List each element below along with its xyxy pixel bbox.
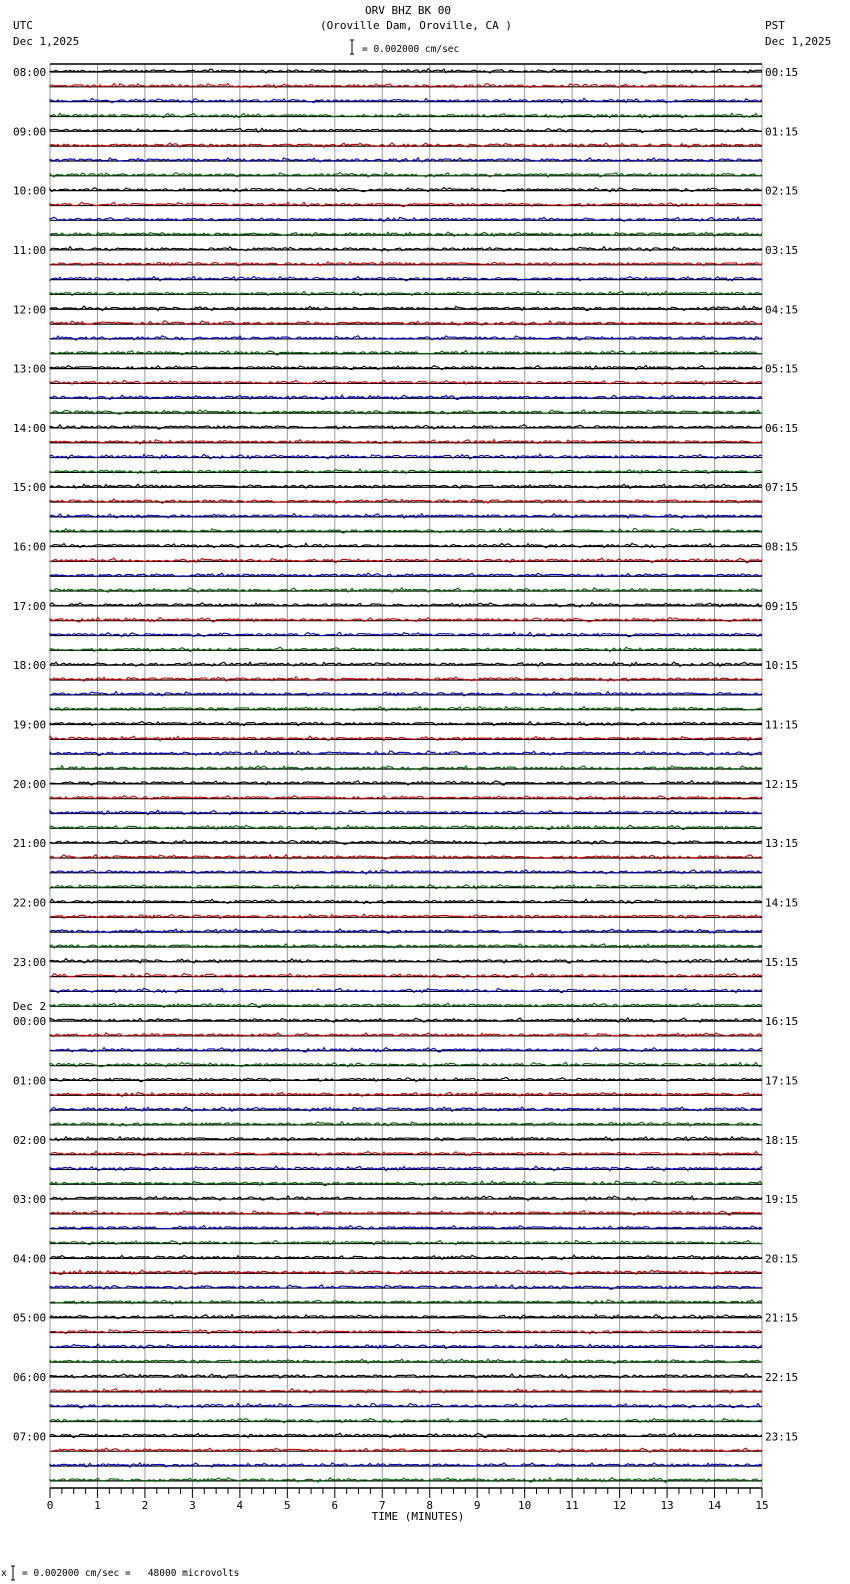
x-tick-label: 5 — [284, 1499, 291, 1512]
scale-bar-icon — [350, 40, 354, 54]
date-change-label: Dec 2 — [13, 1000, 47, 1014]
utc-hour-label: 16:00 — [13, 540, 47, 554]
x-axis-label: TIME (MINUTES) — [371, 1510, 465, 1523]
utc-hour-label: 04:00 — [13, 1252, 47, 1266]
utc-hour-label: 11:00 — [13, 243, 47, 257]
utc-hour-label: 13:00 — [13, 362, 47, 376]
utc-hour-label: 19:00 — [13, 718, 47, 732]
x-tick-label: 13 — [660, 1499, 674, 1512]
pst-hour-label: 17:15 — [765, 1074, 799, 1088]
pst-hour-label: 14:15 — [765, 896, 799, 910]
pst-hour-label: 02:15 — [765, 184, 799, 198]
utc-hour-label: 08:00 — [13, 66, 47, 79]
pst-hour-label: 01:15 — [765, 125, 799, 139]
pst-hour-label: 18:15 — [765, 1133, 799, 1147]
utc-hour-label: 17:00 — [13, 599, 47, 613]
traces — [50, 69, 762, 1482]
x-tick-label: 10 — [518, 1499, 532, 1512]
x-tick-label: 15 — [755, 1499, 769, 1512]
utc-hour-label: 00:00 — [13, 1015, 47, 1029]
pst-date: Dec 1,2025 — [765, 35, 832, 48]
x-tick-label: 6 — [331, 1499, 339, 1512]
minute-grid — [50, 64, 762, 1488]
station-location: (Oroville Dam, Oroville, CA ) — [319, 19, 513, 32]
pst-hour-label: 08:15 — [765, 540, 799, 554]
scale-text: = 0.002000 cm/sec — [362, 44, 460, 55]
pst-hour-label: 20:15 — [765, 1252, 799, 1266]
pst-hour-label: 05:15 — [765, 362, 799, 376]
pst-hour-label: 16:15 — [765, 1015, 799, 1029]
pst-hour-label: 00:15 — [765, 66, 799, 79]
utc-label: UTC — [13, 19, 33, 32]
pst-hour-label: 09:15 — [765, 599, 799, 613]
utc-date: Dec 1,2025 — [13, 35, 80, 48]
utc-hour-label: 10:00 — [13, 184, 47, 198]
pst-hour-label: 19:15 — [765, 1193, 799, 1207]
pst-hour-label: 21:15 — [765, 1311, 799, 1325]
utc-hour-label: 07:00 — [13, 1430, 47, 1444]
footer-scale-text: = 0.002000 cm/sec = 48000 microvolts — [22, 1568, 240, 1579]
utc-hour-label: 03:00 — [13, 1193, 47, 1207]
x-tick-label: 4 — [236, 1499, 244, 1512]
pst-hour-label: 06:15 — [765, 421, 799, 435]
seismic-trace — [50, 1211, 762, 1216]
pst-hour-label: 13:15 — [765, 837, 799, 851]
utc-hour-label: 02:00 — [13, 1133, 47, 1147]
utc-hour-labels — [13, 66, 46, 1443]
x-tick-label: 14 — [707, 1499, 722, 1512]
x-tick-label: 7 — [378, 1499, 386, 1512]
utc-hour-label: 12:00 — [13, 303, 47, 317]
utc-hour-label: 14:00 — [13, 421, 47, 435]
pst-label: PST — [765, 19, 785, 32]
x-tick-label: 9 — [473, 1499, 481, 1512]
x-tick-label: 0 — [46, 1499, 54, 1512]
x-tick-label: 8 — [426, 1499, 434, 1512]
x-tick-label: 2 — [141, 1499, 149, 1512]
footer-scale-bar-icon — [11, 1566, 15, 1580]
x-tick-label: 12 — [612, 1499, 627, 1512]
x-axis-ticks — [47, 1488, 769, 1512]
utc-hour-label: 21:00 — [13, 837, 47, 851]
pst-hour-label: 12:15 — [765, 777, 799, 791]
pst-hour-label: 15:15 — [765, 955, 799, 969]
seismic-trace — [50, 1166, 762, 1171]
pst-hour-label: 07:15 — [765, 481, 799, 495]
pst-hour-labels — [765, 66, 798, 1443]
pst-hour-label: 22:15 — [765, 1371, 799, 1385]
footer-marker: x — [1, 1568, 7, 1579]
x-tick-label: 1 — [94, 1499, 101, 1512]
utc-hour-label: 01:00 — [13, 1074, 47, 1088]
x-tick-label: 11 — [565, 1499, 579, 1512]
station-title: ORV BHZ BK 00 — [364, 4, 452, 17]
utc-hour-label: 06:00 — [13, 1371, 47, 1385]
utc-hour-label: 18:00 — [13, 659, 47, 673]
utc-hour-label: 20:00 — [13, 777, 47, 791]
utc-hour-label: 09:00 — [13, 125, 47, 139]
utc-hour-label: 15:00 — [13, 481, 47, 495]
pst-hour-label: 04:15 — [765, 303, 799, 317]
x-tick-label: 3 — [189, 1499, 196, 1512]
pst-hour-label: 23:15 — [765, 1430, 799, 1444]
pst-hour-label: 11:15 — [765, 718, 799, 732]
seismic-trace — [50, 128, 762, 132]
utc-hour-label: 23:00 — [13, 955, 47, 969]
pst-hour-label: 10:15 — [765, 659, 799, 673]
utc-hour-label: 22:00 — [13, 896, 47, 910]
pst-hour-label: 03:15 — [765, 243, 799, 257]
utc-hour-label: 05:00 — [13, 1311, 47, 1325]
